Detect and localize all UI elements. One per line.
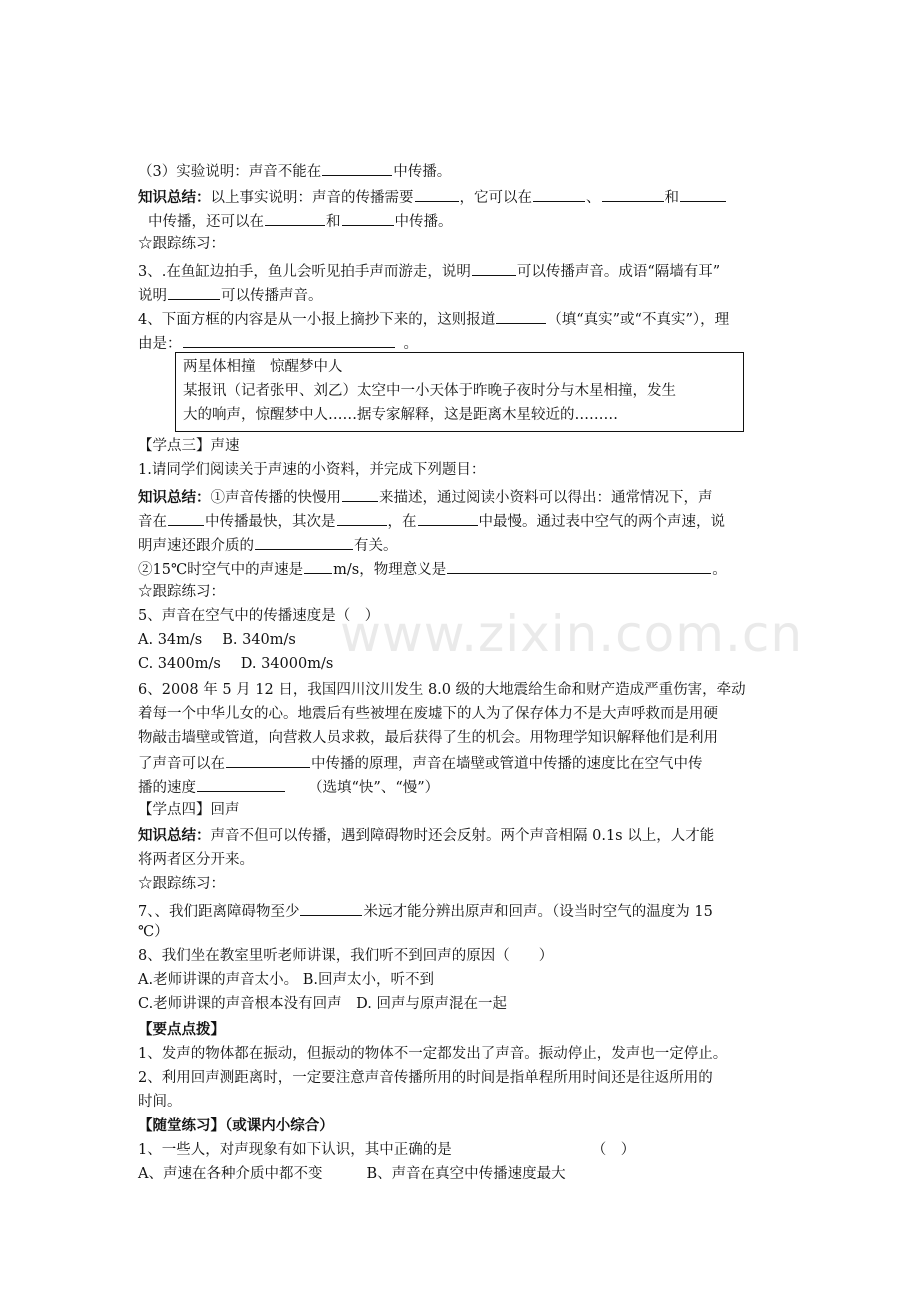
blank <box>496 308 546 324</box>
blank <box>265 210 325 226</box>
line-knowledge-summary-2: 中传播，还可以在 和 中传播。 <box>148 210 453 232</box>
key-point-2-line-2: 时间。 <box>138 1094 182 1110</box>
blank <box>322 160 392 176</box>
blank <box>300 900 362 916</box>
blank <box>255 534 353 550</box>
blank <box>602 186 664 202</box>
question-6-line-3: 物敲击墙壁或管道，向营救人员求救，最后获得了生的机会。用物理学知识解释他们是利用 <box>138 730 718 746</box>
section-tracking-practice: ☆跟踪练习： <box>138 584 225 600</box>
question-8-options-cd: C.老师讲课的声音根本没有回声 D. 回声与原声混在一起 <box>138 996 508 1012</box>
blank <box>337 510 387 526</box>
reading-instruction: 1.请同学们阅读关于声速的小资料，并完成下列题目： <box>138 462 486 478</box>
practice-question-1-options: A、声速在各种介质中都不变 B、声音在真空中传播速度最大 <box>138 1166 566 1182</box>
line-knowledge-summary-1: 知识总结：以上事实说明：声音的传播需要 ，它可以在 、 和 <box>138 186 727 208</box>
blank <box>533 186 585 202</box>
echo-summary-2: 将两者区分开来。 <box>138 852 254 868</box>
blank <box>472 260 516 276</box>
question-3-line-2: 说明 可以传播声音。 <box>138 284 323 306</box>
question-4-line-1: 4、下面方框的内容是从一小报上摘抄下来的，这则报道 （填“真实”或“不真实”），理 <box>138 308 729 330</box>
sound-speed-summary-1: 知识总结：①声音传播的快慢用 来描述，通过阅读小资料可以得出：通常情况下，声 <box>138 486 713 508</box>
question-4-line-2: 由是： 。 <box>138 332 418 354</box>
key-point-2-line-1: 2、利用回声测距离时，一定要注意声音传播所用的时间是指单程所用时间还是往返所用的 <box>138 1070 713 1086</box>
section-heading-key-points: 【要点点拨】 <box>138 1021 225 1038</box>
blank <box>304 558 332 574</box>
blank <box>447 558 711 574</box>
question-5-options-ab: A. 34m/s B. 340m/s <box>138 632 296 648</box>
section-tracking-practice: ☆跟踪练习： <box>138 236 225 252</box>
question-7-line-1: 7、、我们距离障碍物至少 米远才能分辨出原声和回声。（设当时空气的温度为 15 <box>138 900 713 922</box>
question-6-line-4: 了声音可以在 中传播的原理，声音在墙壁或管道中传播的速度比在空气中传 <box>138 752 703 774</box>
question-6-line-1: 6、2008 年 5 月 12 日，我国四川汶川发生 8.0 级的大地震给生命和财产造成严重伤害，牵动 <box>138 682 746 698</box>
sound-speed-summary-2: 音在 中传播最快，其次是 ，在 中最慢。通过表中空气的两个声速，说 <box>138 510 725 532</box>
question-5: 5、声音在空气中的传播速度是（ ） <box>138 608 380 624</box>
section-heading-echo: 【学点四】回声 <box>138 802 240 818</box>
blank <box>342 210 394 226</box>
section-tracking-practice: ☆跟踪练习： <box>138 876 225 892</box>
question-8-options-ab: A.老师讲课的声音太小。 B.回声太小，听不到 <box>138 972 434 988</box>
question-3-line-1: 3、.在鱼缸边拍手，鱼儿会听见拍手声而游走，说明 可以传播声音。成语“隔墙有耳” <box>138 260 720 282</box>
clipping-body-line: 大的响声，惊醒梦中人……据专家解释，这是距离木星较近的……… <box>183 407 618 423</box>
clipping-headline: 两星体相撞 惊醒梦中人 <box>183 359 343 375</box>
news-clipping-box <box>175 352 744 432</box>
section-heading-in-class-practice: 【随堂练习】（或课内小综合） <box>138 1117 334 1134</box>
blank <box>168 284 220 300</box>
practice-question-1: 1、一些人，对声现象有如下认识，其中正确的是 （ ） <box>138 1142 636 1158</box>
question-5-options-cd: C. 3400m/s D. 34000m/s <box>138 656 334 672</box>
line-experiment-note: （3）实验说明：声音不能在 中传播。 <box>138 160 451 182</box>
blank <box>168 510 204 526</box>
blank <box>342 486 378 502</box>
blank <box>197 776 285 792</box>
sound-speed-summary-3: 明声速还跟介质的 有关。 <box>138 534 398 556</box>
question-8: 8、我们坐在教室里听老师讲课，我们听不到回声的原因（ ） <box>138 948 554 964</box>
blank <box>183 332 395 348</box>
blank <box>680 186 726 202</box>
section-heading-sound-speed: 【学点三】声速 <box>138 438 240 454</box>
question-7-line-2: ℃） <box>138 924 169 940</box>
blank <box>418 510 478 526</box>
question-6-line-5: 播的速度 （选填“快”、“慢”） <box>138 776 439 798</box>
blank <box>226 752 310 768</box>
sound-speed-summary-4: ②15℃时空气中的声速是 m/s，物理意义是 。 <box>138 558 727 580</box>
question-6-line-2: 着每一个中华儿女的心。地震后有些被埋在废墟下的人为了保存体力不是大声呼救而是用硬 <box>138 706 718 722</box>
clipping-body-line: 某报讯（记者张甲、刘乙）太空中一小天体于昨晚子夜时分与木星相撞，发生 <box>183 383 676 399</box>
echo-summary-1: 知识总结：声音不但可以传播，遇到障碍物时还会反射。两个声音相隔 0.1s 以上，人才能 <box>138 827 715 844</box>
key-point-1: 1、发声的物体都在振动，但振动的物体不一定都发出了声音。振动停止，发声也一定停止。 <box>138 1046 728 1062</box>
blank <box>415 186 459 202</box>
watermark: www.zixin.com.cn <box>340 605 804 663</box>
